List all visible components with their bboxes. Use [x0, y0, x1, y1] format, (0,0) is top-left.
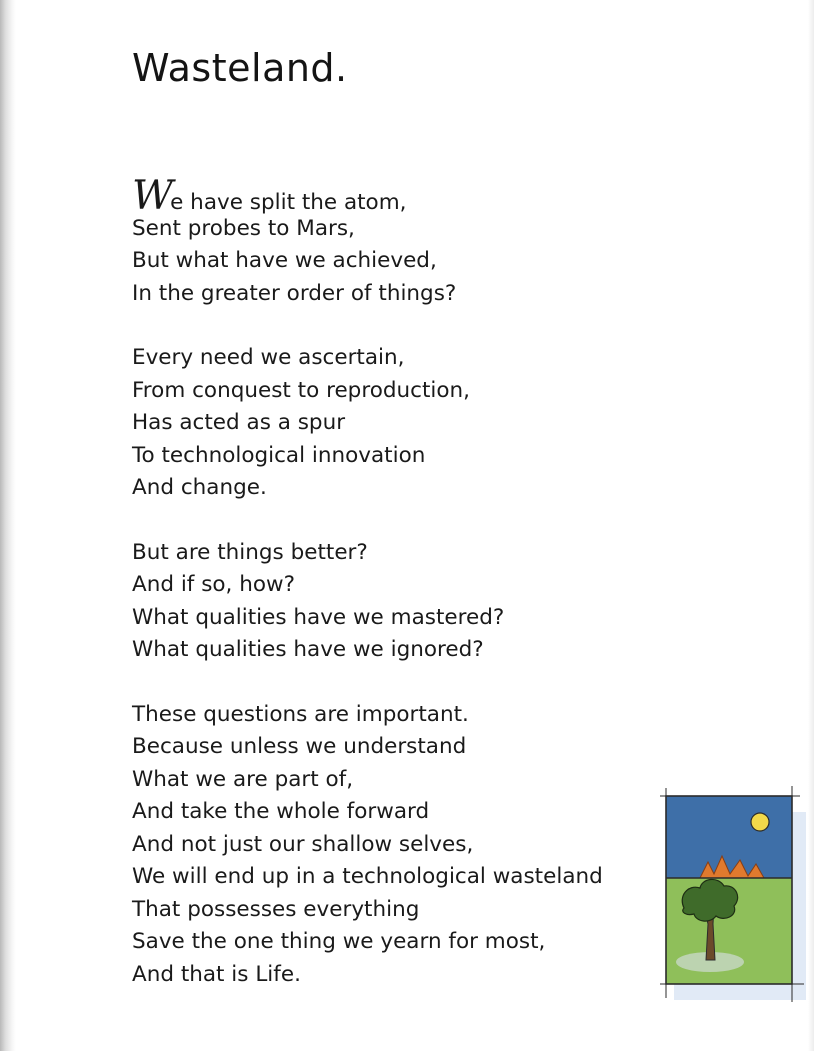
poem-line: What we are part of, [132, 766, 354, 792]
stanza-2 [132, 342, 662, 505]
poem-line: Has acted as a spur [132, 410, 346, 435]
poem-line: And that is Life. [132, 961, 301, 987]
poem-line [132, 173, 662, 219]
poem-line: But what have we achieved, [132, 248, 437, 273]
poem-line: And if so, how? [132, 572, 295, 597]
poem-line: Because unless we understand [132, 734, 467, 759]
poem-line: And not just our shallow selves, [132, 831, 474, 857]
poem-line: Save the one thing we yearn for most, [132, 929, 546, 954]
stanza-3 [132, 537, 662, 667]
painting-moon [751, 813, 769, 831]
poem-body [132, 173, 662, 1023]
page-binding-shadow [0, 0, 16, 1051]
poem-line: In the greater order of things? [132, 280, 457, 306]
poem-line: And change. [132, 475, 267, 500]
poem-line: We will end up in a technological wasteland [132, 864, 603, 889]
stanza-1 [132, 173, 662, 310]
poem-line: That possesses everything [132, 896, 420, 922]
painting-sky [666, 796, 792, 878]
poem-line: What qualities have we mastered? [132, 604, 505, 630]
first-line-rest: e have split the atom, [170, 190, 407, 215]
poem-line: To technological innovation [132, 442, 426, 468]
poem-title: Wasteland. [132, 46, 348, 90]
poem-line: What qualities have we ignored? [132, 637, 484, 662]
poem-line: But are things better? [132, 539, 368, 565]
stanza-4 [132, 699, 662, 992]
poem-line: Every need we ascertain, [132, 345, 405, 370]
drop-cap: W [132, 173, 171, 219]
poem-line: Sent probes to Mars, [132, 215, 355, 241]
landscape-painting-icon [660, 784, 810, 1008]
poem-line: From conquest to reproduction, [132, 377, 470, 403]
poem-line: And take the whole forward [132, 799, 430, 824]
poem-line: These questions are important. [132, 701, 469, 727]
